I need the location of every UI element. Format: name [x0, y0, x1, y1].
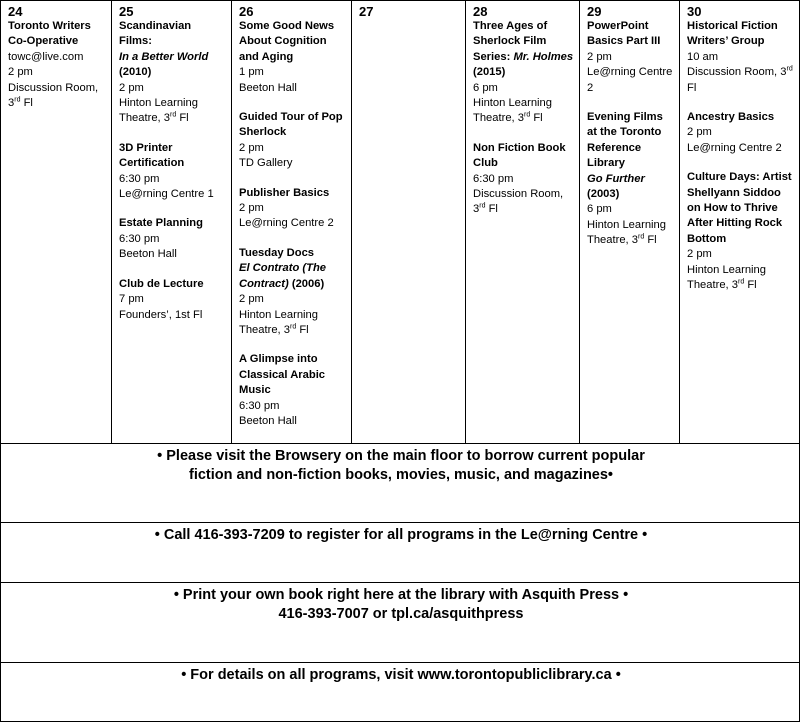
- event-detail: Discussion Room, 3rd Fl: [8, 81, 99, 110]
- event: [119, 277, 226, 323]
- event-film-title: El Contrato (The Contract) (2006): [239, 262, 327, 290]
- event-detail: Discussion Room, 3rd Fl: [473, 188, 564, 216]
- event: [687, 19, 794, 96]
- note-row: [1, 444, 800, 523]
- event-title: PowerPoint Basics Part III: [587, 20, 661, 48]
- event: [473, 19, 574, 127]
- event-title: Three Ages of Sherlock Film Series: Mr. Holmes: [473, 20, 574, 63]
- event-year: (2015): [473, 66, 506, 79]
- event-title: Tuesday Docs: [239, 246, 315, 259]
- event-detail: Hinton Learning Theatre, 3rd Fl: [587, 218, 666, 247]
- event-detail: 6:30 pm: [473, 172, 514, 185]
- event-detail: Beeton Hall: [239, 81, 297, 94]
- event-year: (2010): [119, 66, 152, 79]
- event: [119, 19, 226, 127]
- event-detail: Hinton Learning Theatre, 3rd Fl: [473, 97, 552, 125]
- event-detail: Beeton Hall: [119, 248, 177, 261]
- event: [587, 19, 674, 96]
- browsery-note: • Please visit the Browsery on the main floor to borrow current popular fiction and non-fiction books, movies, music, and magazines•: [1, 444, 800, 523]
- event-detail: Le@rning Centre 2: [587, 66, 673, 94]
- event-film-title: In a Better World: [119, 50, 209, 63]
- event: [587, 110, 674, 249]
- event: [239, 246, 346, 338]
- event-detail: Le@rning Centre 2: [687, 141, 782, 154]
- day-number: 29: [587, 4, 602, 19]
- event-title: Publisher Basics: [239, 186, 330, 199]
- event: [119, 216, 226, 262]
- website-note: • For details on all programs, visit www.torontopubliclibrary.ca •: [1, 663, 800, 722]
- event: [239, 186, 346, 232]
- event-detail: 10 am: [687, 50, 719, 63]
- event-detail: 6:30 pm: [239, 399, 280, 412]
- learning-centre-note: • Call 416-393-7209 to register for all programs in the Le@rning Centre •: [1, 523, 800, 583]
- event-detail: Hinton Learning Theatre, 3rd Fl: [119, 97, 198, 125]
- event-film-title: Go Further: [587, 172, 645, 185]
- event-detail: Founders’, 1st Fl: [119, 308, 203, 321]
- day-cell: [232, 1, 352, 444]
- event: [239, 352, 346, 429]
- event: [239, 19, 346, 96]
- event-detail: towc@live.com: [8, 50, 84, 63]
- note-row: [1, 583, 800, 663]
- event-detail: 7 pm: [119, 293, 144, 306]
- event-detail: Discussion Room, 3rd Fl: [687, 65, 793, 94]
- event-detail: Hinton Learning Theatre, 3rd Fl: [687, 263, 766, 292]
- event-title: 3D Printer Certification: [119, 141, 185, 170]
- event-title: Guided Tour of Pop Sherlock: [239, 111, 343, 139]
- event-detail: 6:30 pm: [119, 232, 160, 245]
- event: [473, 141, 574, 218]
- event-title: Non Fiction Book Club: [473, 141, 566, 170]
- event-title: Some Good News About Cognition and Aging: [239, 20, 335, 63]
- day-cell: [680, 1, 800, 444]
- week-row: [1, 1, 800, 444]
- day-cell: [580, 1, 680, 444]
- event: [8, 19, 106, 111]
- event-title: A Glimpse into Classical Arabic Music: [239, 353, 326, 397]
- day-number: 26: [239, 4, 254, 19]
- event-detail: 6 pm: [587, 203, 612, 216]
- event-title: Ancestry Basics: [687, 111, 775, 124]
- note-row: [1, 663, 800, 722]
- day-number: 28: [473, 4, 488, 19]
- note-row: [1, 523, 800, 583]
- day-cell: [1, 1, 112, 444]
- event-detail: 2 pm: [587, 50, 612, 63]
- event-detail: 2 pm: [687, 126, 712, 139]
- day-cell: [352, 1, 466, 444]
- event-detail: 2 pm: [119, 81, 144, 94]
- event: [119, 141, 226, 203]
- day-number: 24: [8, 4, 23, 19]
- event: [239, 110, 346, 172]
- event-detail: 2 pm: [239, 202, 264, 215]
- event-detail: 1 pm: [239, 66, 264, 79]
- event-detail: 6 pm: [473, 81, 498, 94]
- event-detail: 2 pm: [239, 141, 264, 154]
- event-detail: 6:30 pm: [119, 172, 160, 185]
- event-title: Toronto Writers Co-Operative: [8, 20, 91, 48]
- event-detail: 2 pm: [687, 248, 712, 261]
- day-number: 30: [687, 4, 702, 19]
- day-cell: [466, 1, 580, 444]
- event-title: Evening Films at the Toronto Reference Library: [587, 111, 663, 170]
- event-detail: 2 pm: [8, 66, 33, 79]
- day-number: 25: [119, 4, 134, 19]
- event-title: Estate Planning: [119, 217, 203, 230]
- event-detail: Beeton Hall: [239, 414, 297, 427]
- event-detail: Hinton Learning Theatre, 3rd Fl: [239, 308, 318, 336]
- event: [687, 110, 794, 156]
- event-title: Historical Fiction Writers’ Group: [687, 20, 778, 48]
- asquith-press-note: • Print your own book right here at the library with Asquith Press • 416-393-7007 or tpl.ca/asquithpress: [1, 583, 800, 663]
- event-detail: Le@rning Centre 2: [239, 217, 334, 230]
- event-title: Club de Lecture: [119, 277, 204, 290]
- event-detail: TD Gallery: [239, 157, 293, 170]
- event-title: Scandinavian Films:: [119, 20, 192, 48]
- event: [687, 170, 794, 293]
- day-number: 27: [359, 4, 374, 19]
- event-detail: Le@rning Centre 1: [119, 188, 214, 201]
- event-title: Culture Days: Artist Shellyann Siddoo on How to Thrive After Hitting Rock Bottom: [687, 171, 792, 245]
- day-cell: [112, 1, 232, 444]
- event-year: (2003): [587, 188, 620, 201]
- event-detail: 2 pm: [239, 293, 264, 306]
